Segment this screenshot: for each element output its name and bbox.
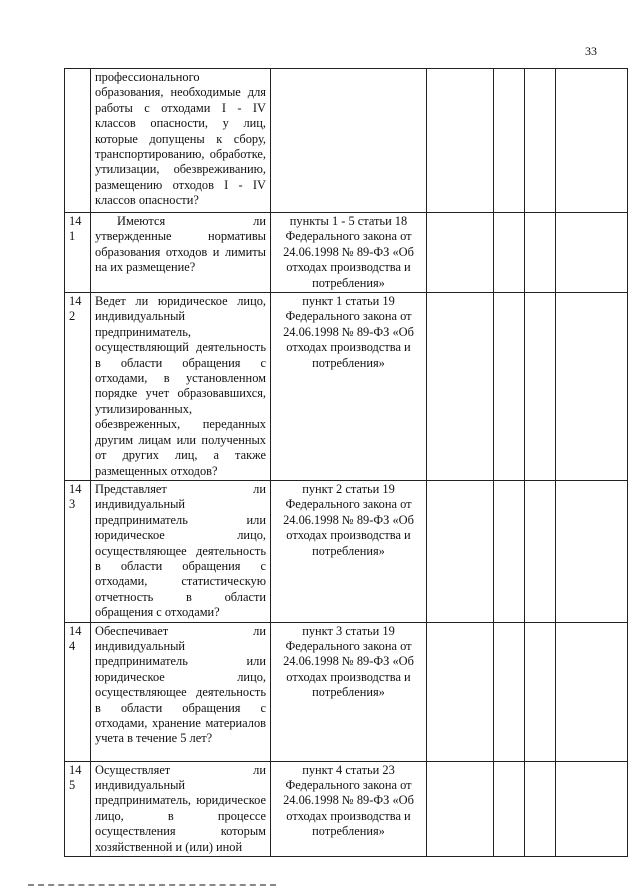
question-line: осуществления которым: [95, 824, 266, 839]
row-number: 14 2: [65, 293, 91, 481]
legal-reference-cell: пункт 2 статьи 19 Федерального закона от 24.06.1998 № 89-ФЗ «Об отходах производства и потребления»: [271, 480, 427, 622]
question-line: размещению отходов I - IV: [95, 177, 266, 192]
question-line: предприниматель,: [95, 324, 191, 339]
answer-cell: [525, 622, 556, 761]
answer-cell: [427, 480, 494, 622]
question-line: в области обращения с: [95, 558, 266, 573]
question-line: Обеспечивает ли: [95, 623, 266, 638]
answer-cell: [494, 622, 525, 761]
answer-cell: [494, 761, 525, 856]
question-line: которые допущены к сбору,: [95, 131, 266, 146]
legal-reference-cell: пункт 1 статьи 19 Федерального закона от 24.06.1998 № 89-ФЗ «Об отходах производства и потребления»: [271, 293, 427, 481]
question-line: утвержденные нормативы: [95, 229, 266, 244]
question-line: предприниматель или: [95, 654, 266, 669]
table-row: [65, 480, 628, 622]
question-line: Ведет ли юридическое лицо,: [95, 294, 266, 309]
page-number: 33: [585, 44, 597, 58]
question-line: профессионального: [95, 70, 200, 84]
question-line: индивидуальный: [95, 497, 186, 512]
answer-cell: [427, 293, 494, 481]
table-row: [65, 293, 628, 481]
answer-cell: [494, 293, 525, 481]
question-line: отходами, статистическую: [95, 574, 266, 589]
question-line: лицо, в процессе: [95, 808, 266, 823]
question-cell: [91, 293, 271, 481]
question-line: индивидуальный: [95, 777, 186, 792]
question-line: Представляет ли: [95, 481, 266, 496]
answer-cell: [525, 480, 556, 622]
question-cell: [91, 69, 271, 213]
question-line: обращения с отходами?: [95, 605, 220, 620]
question-line: Имеются ли: [117, 214, 266, 228]
question-line: осуществляющее деятельность: [95, 685, 266, 700]
question-line: утилизации, обезвреживанию,: [95, 162, 266, 177]
legal-reference-cell: [271, 69, 427, 213]
question-line: осуществляющее деятельность: [95, 543, 266, 558]
question-line: предприниматель, юридическое: [95, 793, 266, 808]
question-line: классов опасности, у лиц,: [95, 116, 266, 131]
question-cell: [91, 480, 271, 622]
footer-divider: [28, 884, 276, 886]
question-line: Осуществляет ли: [95, 762, 266, 777]
table-row: [65, 622, 628, 761]
question-line: другим лицам или полученных: [95, 432, 266, 447]
legal-reference-cell: пункт 4 статьи 23 Федерального закона от 24.06.1998 № 89-ФЗ «Об отходах производства и потребления»: [271, 761, 427, 856]
answer-cell: [494, 69, 525, 213]
answer-cell: [556, 213, 628, 293]
question-cell: [91, 761, 271, 856]
question-line: учета в течение 5 лет?: [95, 731, 213, 746]
question-line: юридическое лицо,: [95, 528, 266, 543]
table-row: [65, 213, 628, 293]
question-line: образования отходов и лимиты: [95, 244, 266, 259]
answer-cell: [427, 213, 494, 293]
question-line: транспортированию, обработке,: [95, 147, 266, 162]
question-line: юридическое лицо,: [95, 669, 266, 684]
question-line: образования, необходимые для: [95, 85, 266, 100]
answer-cell: [525, 69, 556, 213]
table-row: [65, 761, 628, 856]
question-cell: [91, 622, 271, 761]
question-line: в области обращения с: [95, 700, 266, 715]
legal-reference-cell: пункты 1 - 5 статьи 18 Федерального закона от 24.06.1998 № 89-ФЗ «Об отходах производства и потребления»: [271, 213, 427, 293]
answer-cell: [525, 293, 556, 481]
answer-cell: [556, 480, 628, 622]
question-line: индивидуальный: [95, 309, 186, 324]
answer-cell: [427, 69, 494, 213]
table-row: [65, 69, 628, 213]
answer-cell: [556, 293, 628, 481]
question-line: осуществляющий деятельность: [95, 340, 266, 355]
answer-cell: [494, 213, 525, 293]
question-line: классов опасности?: [95, 193, 199, 208]
answer-cell: [494, 480, 525, 622]
row-number: 14 5: [65, 761, 91, 856]
checklist-table: [64, 68, 628, 857]
answer-cell: [427, 761, 494, 856]
question-line: от других лиц, а также: [95, 448, 266, 463]
answer-cell: [525, 761, 556, 856]
question-line: хозяйственной и (или) иной: [95, 839, 243, 854]
question-line: порядке учет образовавшихся,: [95, 386, 266, 401]
answer-cell: [556, 622, 628, 761]
question-line: работы с отходами I - IV: [95, 100, 266, 115]
row-number: [65, 69, 91, 213]
row-number: 14 4: [65, 622, 91, 761]
answer-cell: [556, 761, 628, 856]
question-line: отходами, в установленном: [95, 371, 266, 386]
answer-cell: [427, 622, 494, 761]
legal-reference-cell: пункт 3 статьи 19 Федерального закона от 24.06.1998 № 89-ФЗ «Об отходах производства и потребления»: [271, 622, 427, 761]
question-line: предприниматель или: [95, 512, 266, 527]
question-line: индивидуальный: [95, 638, 186, 653]
question-line: на их размещение?: [95, 260, 196, 275]
row-number: 14 1: [65, 213, 91, 293]
question-cell: [91, 213, 271, 293]
question-line: размещенных отходов?: [95, 463, 218, 478]
answer-cell: [556, 69, 628, 213]
question-line: обезвреженных, переданных: [95, 417, 266, 432]
question-line: утилизированных,: [95, 401, 193, 416]
answer-cell: [525, 213, 556, 293]
question-line: отчетность в области: [95, 589, 266, 604]
question-line: отходами, хранение материалов: [95, 716, 266, 730]
row-number: 14 3: [65, 480, 91, 622]
question-line: в области обращения с: [95, 355, 266, 370]
